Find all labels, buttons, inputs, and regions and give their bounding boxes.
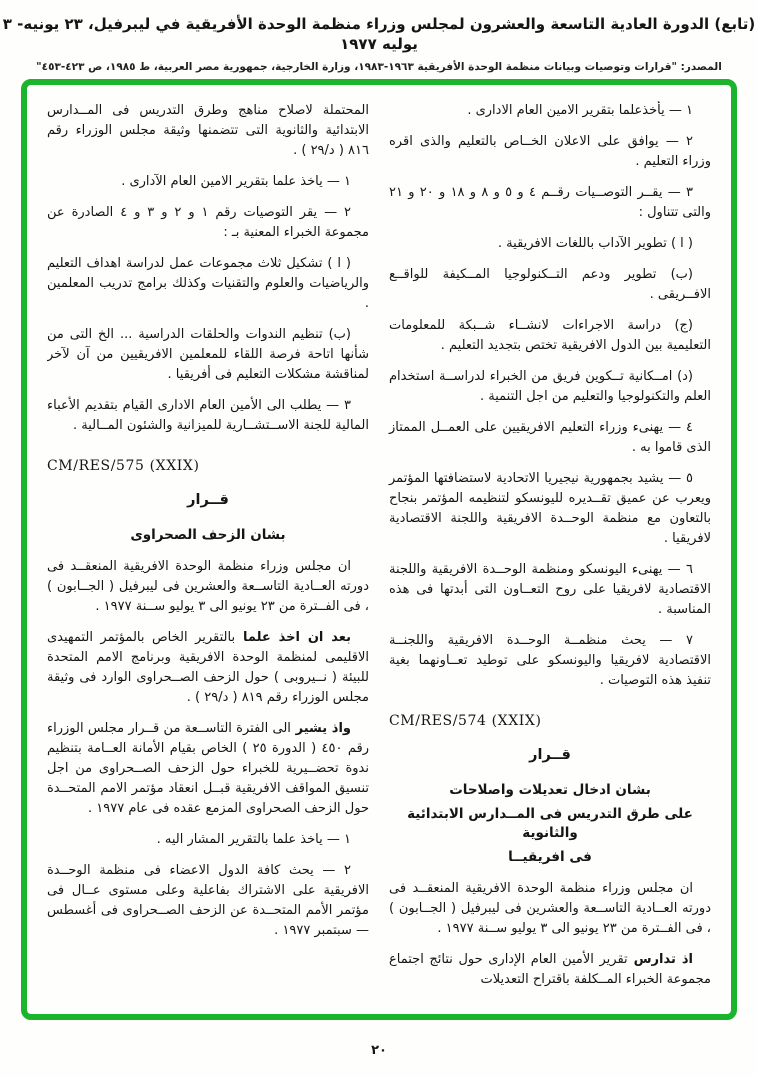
paragraph: ٧ — يحث منظمــة الوحــدة الافريقية واللجنــة الاقتصادية لافريقيا واليونسكو على توطيد تعــاونهما بغية تنفيذ هذه التوصيات . xyxy=(389,633,711,688)
paragraph: ( ا ) تطوير الآداب باللغات الافريقية . xyxy=(497,236,693,251)
paragraph: المحتملة لاصلاح مناهج وطرق التدريس فى المــدارس الابتدائية والثانوية التى تتضمنها وثيقة مجلس الوزراء رقم ٨١٦ ( د/٢٩ ) . xyxy=(47,103,369,158)
page-footer xyxy=(0,1043,758,1058)
paragraph: (ب) تطوير ودعم التــكنولوجيا المــكيفة للواقــع الافــريقى . xyxy=(389,267,711,302)
paragraph: ان مجلس وزراء منظمة الوحدة الافريقية المنعقــد فى دورته العــادية التاســعة والعشرين فى ليبرفيل ( الجــابون ) ، فى الفــترة من ٢٣ يونيو الى ٣ يوليو ســنة ١٩٧٧ . xyxy=(389,881,711,936)
paragraph: ٦ — يهنىء اليونسكو ومنظمة الوحــدة الافريقية واللجنة الاقتصادية لافريقيا على روح التعــاون التى أبدتها فى هذه المناسبة . xyxy=(389,562,711,617)
resolution-subject-line: على طرق التدريس فى المــدارس الابتدائية والثانوية xyxy=(407,806,693,841)
resolution-code: CM/RES/575 (XXIX) xyxy=(47,458,200,474)
paragraph-lead: اذ تدارس xyxy=(627,952,693,967)
paragraph: ان مجلس وزراء منظمة الوحدة الافريقية المنعقــد فى دورته العــادية التاســعة والعشرين فى ليبرفيل ( الجــابون ) ، فى الفــترة من ٢٣ يونيو الى ٣ يوليو ســنة ١٩٧٧ . xyxy=(47,559,369,614)
text-columns xyxy=(47,101,711,1004)
paragraph: ٤ — يهنىء وزراء التعليم الافريقيين على العمــل الممتاز الذى قاموا به . xyxy=(389,420,711,455)
resolution-subject xyxy=(47,526,369,545)
paragraph: ١ — ياخذ علما بالتقرير المشار اليه . xyxy=(156,832,351,847)
paragraph: ٥ — يشيد بجمهورية نيجيريا الاتحادية لاستضافتها المؤتمر ويعرب عن عميق تقــديره لليونسكو لتنظيمه المؤتمر بنجاح بالتعاون مع منظمة الوحــدة الافريقية واللجنة الاقتصادية لافريقيا . xyxy=(389,471,711,546)
paragraph: اذ تدارس تقرير الأمين العام الإدارى حول نتائج اجتماع مجموعة الخبراء المــكلفة باقتراح التعديلات xyxy=(389,952,711,987)
paragraph: ٢ — يحث كافة الدول الاعضاء فى منظمة الوحــدة الافريقية على الاشتراك بفاعلية وعلى مستوى عــال فى مؤتمر الأمم المتحــدة عن الزحف الصــحراوى فى أغسطس — سبتمبر ١٩٧٧ . xyxy=(47,863,369,938)
content-frame xyxy=(21,79,737,1020)
page-header xyxy=(0,0,758,73)
paragraph: ( ا ) تشكيل ثلاث مجموعات عمل لدراسة اهداف التعليم والرياضيات والعلوم والتقنيات وكذلك برامج تدريب المعلمين . xyxy=(47,256,369,311)
paragraph: ٢ — يقر التوصيات رقم ١ و ٢ و ٣ و ٤ الصادرة عن مجموعة الخبراء المعنية بـ : xyxy=(47,205,369,240)
paragraph-lead: واذ يشير xyxy=(290,721,352,736)
paragraph: ١ — يأخذعلما بتقرير الامين العام الادارى . xyxy=(467,103,693,118)
resolution-code: CM/RES/574 (XXIX) xyxy=(389,713,542,729)
resolution-subject-line: بشان ادخال تعديلات واصلاحات xyxy=(449,782,651,798)
paragraph: ٢ — يوافق على الاعلان الخــاص بالتعليم والذى اقره وزراء التعليم . xyxy=(389,134,711,169)
paragraph: واذ يشير الى الفترة التاســعة من قــرار مجلس الوزراء رقم ٤٥٠ ( الدورة ٢٥ ) الخاص بقيام الأمانة العــامة بتنظيم ندوة تحضــيرية للخبراء حول الزحف الصــحراوى من اجل تنسيق المواقف الافريقية قبــل انعقاد مؤتمر الامم المتحــدة حول الزحف الصحراوى المزمع عقده فى عام ١٩٧٧ . xyxy=(47,721,370,816)
resolution-heading: قــرار xyxy=(529,747,571,763)
paragraph: (ب) تنظيم الندوات والحلقات الدراسية ... الخ التى من شأنها اتاحة فرصة اللقاء للمعلمين الافريقيين من آن لآخر لمناقشة مشكلات التعليم فى أفريقيا . xyxy=(47,327,369,382)
page-number: ٢٠ xyxy=(371,1043,387,1058)
paragraph: ٣ — يقــر التوصــيات رقــم ٤ و ٥ و ٨ و ١٨ و ٢٠ و ٢١ والتى تتناول : xyxy=(389,185,711,220)
resolution-subject-line: بشان الزحف الصحراوى xyxy=(130,527,286,543)
column-left xyxy=(47,101,369,1004)
paragraph: ٣ — يطلب الى الأمين العام الادارى القيام بتقديم الأعباء المالية للجنة الاســتشــارية للميزانية والشئون المــالية . xyxy=(47,398,369,433)
resolution-subject-line: فى افريقيــا xyxy=(508,849,592,865)
resolution-heading: قــرار xyxy=(187,492,229,508)
paragraph: (د) امــكانية تــكوين فريق من الخبراء لدراســة استخدام العلم والتكنولوجيا والتعليم من اجل التنمية . xyxy=(389,369,711,404)
source-citation: المصدر: "قرارات وتوصيات وبيانات منظمة الوحدة الأفريقية ١٩٦٣-١٩٨٣، وزارة الخارجية، جمهورية مصر العربية، ط ١٩٨٥، ص ٤٢٣-٤٥٣" xyxy=(36,61,722,73)
resolution-subject xyxy=(389,781,711,867)
paragraph: ١ — ياخذ علما بتقرير الامين العام الآدارى . xyxy=(121,174,351,189)
paragraph: بعد ان اخذ علما بالتقرير الخاص بالمؤتمر التمهيدى الاقليمى لمنظمة الوحدة الافريقية وبرنامج الامم المتحدة للبيئة ( نــيروبى ) حول الزحف الصــحراوى الوارد فى وثيقة مجلس الوزراء رقم ٨١٩ ( د/٢٩ ) . xyxy=(47,630,369,705)
session-title: (تابع) الدورة العادية التاسعة والعشرون لمجلس وزراء منظمة الوحدة الأفريقية في ليبرفيل، ٢٣ يونيه- ٣ يوليه ١٩٧٧ xyxy=(2,15,756,53)
column-right xyxy=(389,101,711,1004)
paragraph-lead: بعد ان اخذ علما xyxy=(235,630,351,645)
paragraph: (ج) دراسة الاجراءات لانشــاء شــبكة للمعلومات التعليمية بين الدول الافريقية تختص بتجديد التعليم . xyxy=(389,318,711,353)
